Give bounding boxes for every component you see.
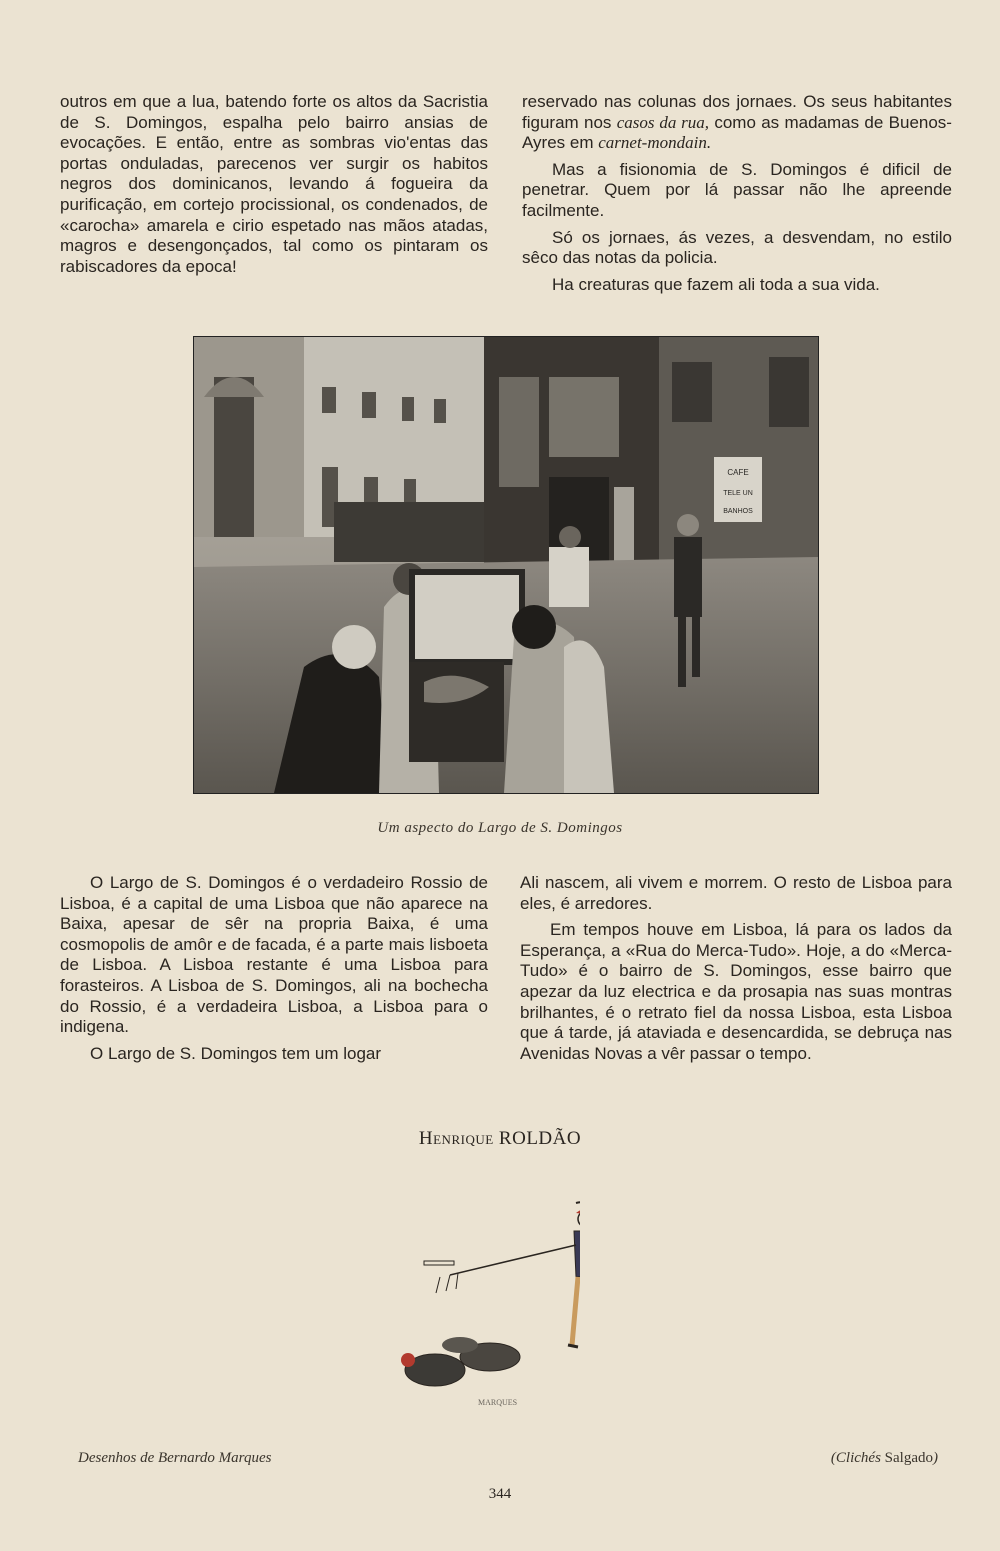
text-run: reservado nas colunas dos jornaes. Os seus habitantes figuram nos (522, 92, 952, 132)
author-signature (0, 1128, 1000, 1150)
photo-caption: Um aspecto do Largo de S. Domingos (377, 820, 623, 836)
shop-sign-text: CAFE (727, 468, 749, 477)
credit-cliches-label: Clichés (835, 1450, 881, 1466)
credit-close-paren: ) (933, 1450, 938, 1466)
author-first-name: Henrique (418, 1128, 494, 1149)
illustration-credit: Desenhos de Bernardo Marques (78, 1450, 272, 1466)
shop-sign-text: BANHOS (723, 508, 753, 515)
paragraph (522, 92, 952, 154)
paragraph: Mas a fisionomia de S. Domingos é dificil de penetrar. Quem por lá passar não lhe apreende facilmente. (522, 159, 952, 220)
credit-open-paren: ( (830, 1450, 836, 1466)
paragraph: O Largo de S. Domingos é o verdadeiro Rossio de Lisboa, é a capital de uma Lisboa que não aparece na Baixa, apesar de sêr na propria Baixa, é uma cosmopolis de amôr e de facada, é a parte mais lisboeta de Lisboa. A Lisboa restante é uma Lisboa para forasteiros. A Lisboa de S. Domingos, ali na bochecha do Rossio, é a verdadeira Lisboa, a Lisboa para o indigena. (60, 873, 488, 1037)
italic-text: carnet-mondain. (598, 133, 712, 153)
author-last-name: ROLDÃO (498, 1128, 582, 1149)
paragraph: outros em que a lua, batendo forte os altos da Sacristia de S. Domingos, espalha pelo bairro ansias de evocações. E então, entre as sombras vio'entas das portas onduladas, parecenos ver surgir os habitos negros dos dominicanos, levando á fogueira da purificação, em cortejo procissional, os condenados, de «carocha» amarela e cirio espetado nas mãos atadas, magros e desengonçados, tal como os pintaram os rabiscadores da epoca! (60, 92, 488, 276)
paragraph: Em tempos houve em Lisboa, lá para os lados da Esperança, a «Rua do Merca-Tudo». Hoje, a do «Merca-Tudo» é o bairro de S. Domingos, esse bairro que apezar da luz electrica e da prosapia nas suas montras brilhantes, é o retrato fiel da nossa Lisboa, esta Lisboa que á tarde, já ataviada e desencardida, se debruça nas Avenidas Novas a vêr passar o tempo. (520, 920, 952, 1063)
article-column-top-left (60, 92, 488, 283)
credit-name: Salgado (884, 1450, 933, 1466)
photo-credit (831, 1450, 938, 1467)
paragraph: Ali nascem, ali vivem e morrem. O resto de Lisboa para eles, é arredores. (520, 873, 952, 913)
text-run: como as madamas de Buenos-Ayres em (522, 112, 952, 153)
page-number: 344 (488, 1486, 512, 1502)
article-column-bottom-right (520, 873, 952, 1070)
photo-rendering (194, 337, 818, 793)
paragraph: O Largo de S. Domingos tem um logar (90, 1043, 382, 1063)
shop-sign-text: TELE UN (723, 490, 753, 497)
paragraph: Ha creaturas que fazem ali toda a sua vida. (552, 274, 880, 294)
article-column-bottom-left (60, 873, 488, 1070)
article-column-top-right (522, 92, 952, 301)
man-with-turkeys-illustration (380, 1195, 580, 1415)
italic-text: casos da rua, (616, 112, 710, 132)
paragraph: Só os jornaes, ás vezes, a desvendam, no estilo sêco das notas da policia. (522, 227, 952, 268)
street-photograph (193, 336, 819, 794)
illustrator-mark: MARQUES (478, 1398, 518, 1407)
